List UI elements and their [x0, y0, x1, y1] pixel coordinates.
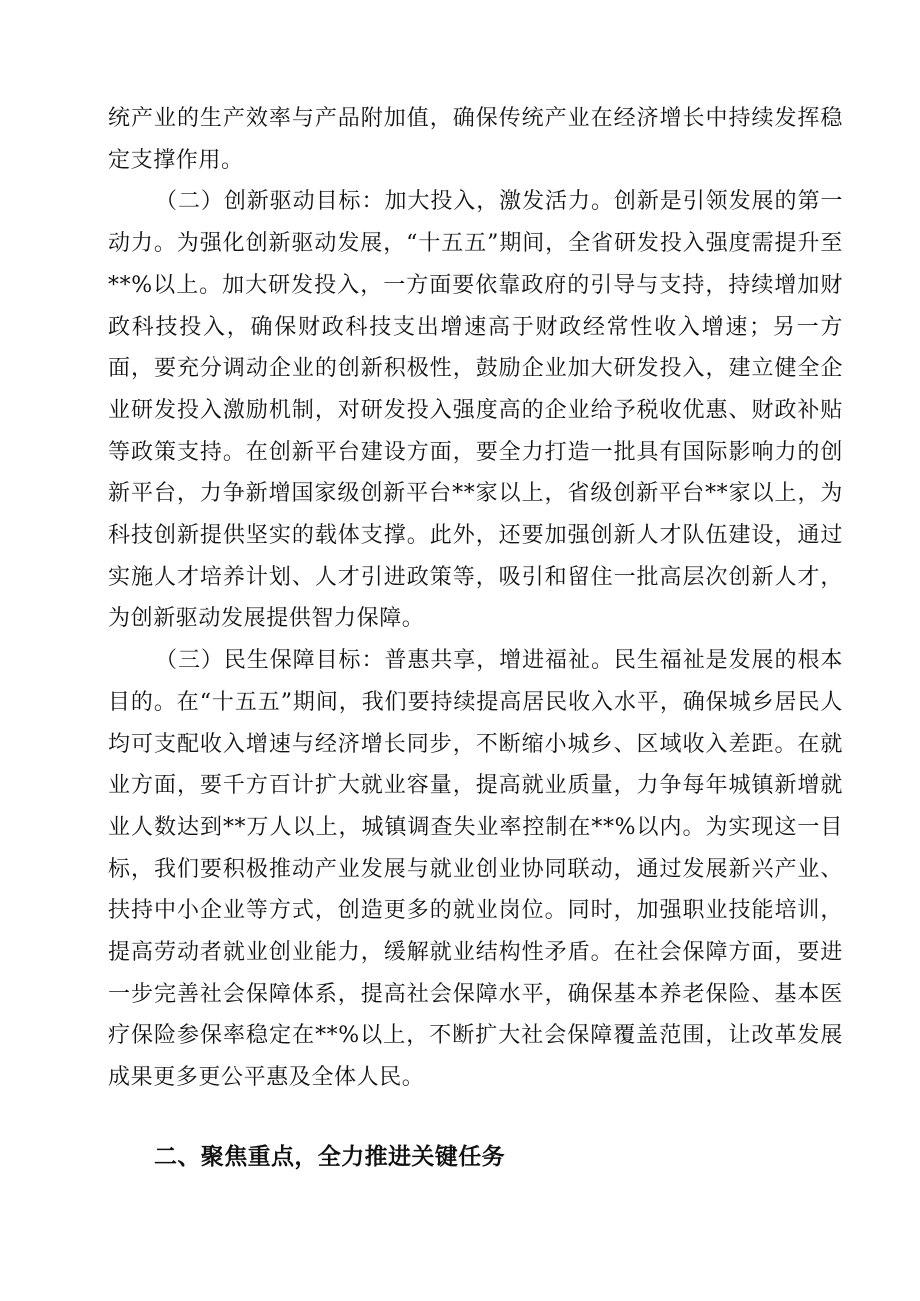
document-body	[108, 98, 843, 1099]
paragraph-innovation-goal: （二）创新驱动目标：加大投入，激发活力。创新是引领发展的第一动力。为强化创新驱动发展，“十五五”期间，全省研发投入强度需提升至**%以上。加大研发投入，一方面要依靠政府的引导与支持，持续增加财政科技投入，确保财政科技支出增速高于财政经常性收入增速；另一方面，要充分调动企业的创新积极性，鼓励企业加大研发投入，建立健全企业研发投入激励机制，对研发投入强度高的企业给予税收优惠、财政补贴等政策支持。在创新平台建设方面，要全力打造一批具有国际影响力的创新平台，力争新增国家级创新平台**家以上，省级创新平台**家以上，为科技创新提供坚实的载体支撑。此外，还要加强创新人才队伍建设，通过实施人才培养计划、人才引进政策等，吸引和留住一批高层次创新人才，为创新驱动发展提供智力保障。	[108, 189, 843, 632]
paragraph-continuation: 统产业的生产效率与产品附加值，确保传统产业在经济增长中持续发挥稳定支撑作用。	[108, 106, 843, 173]
paragraph-livelihood-goal: （三）民生保障目标：普惠共享，增进福祉。民生福祉是发展的根本目的。在“十五五”期间，我们要持续提高居民收入水平，确保城乡居民人均可支配收入增速与经济增长同步，不断缩小城乡、区域收入差距。在就业方面，要千方百计扩大就业容量，提高就业质量，力争每年城镇新增就业人数达到**万人以上，城镇调查失业率控制在**%以内。为实现这一目标，我们要积极推动产业发展与就业创业协同联动，通过发展新兴产业、扶持中小企业等方式，创造更多的就业岗位。同时，加强职业技能培训，提高劳动者就业创业能力，缓解就业结构性矛盾。在社会保障方面，要进一步完善社会保障体系，提高社会保障水平，确保基本养老保险、基本医疗保险参保率稳定在**%以上，不断扩大社会保障覆盖范围，让改革发展成果更多更公平惠及全体人民。	[108, 648, 843, 1091]
section-heading: 二、聚焦重点，全力推进关键任务	[154, 1144, 505, 1170]
